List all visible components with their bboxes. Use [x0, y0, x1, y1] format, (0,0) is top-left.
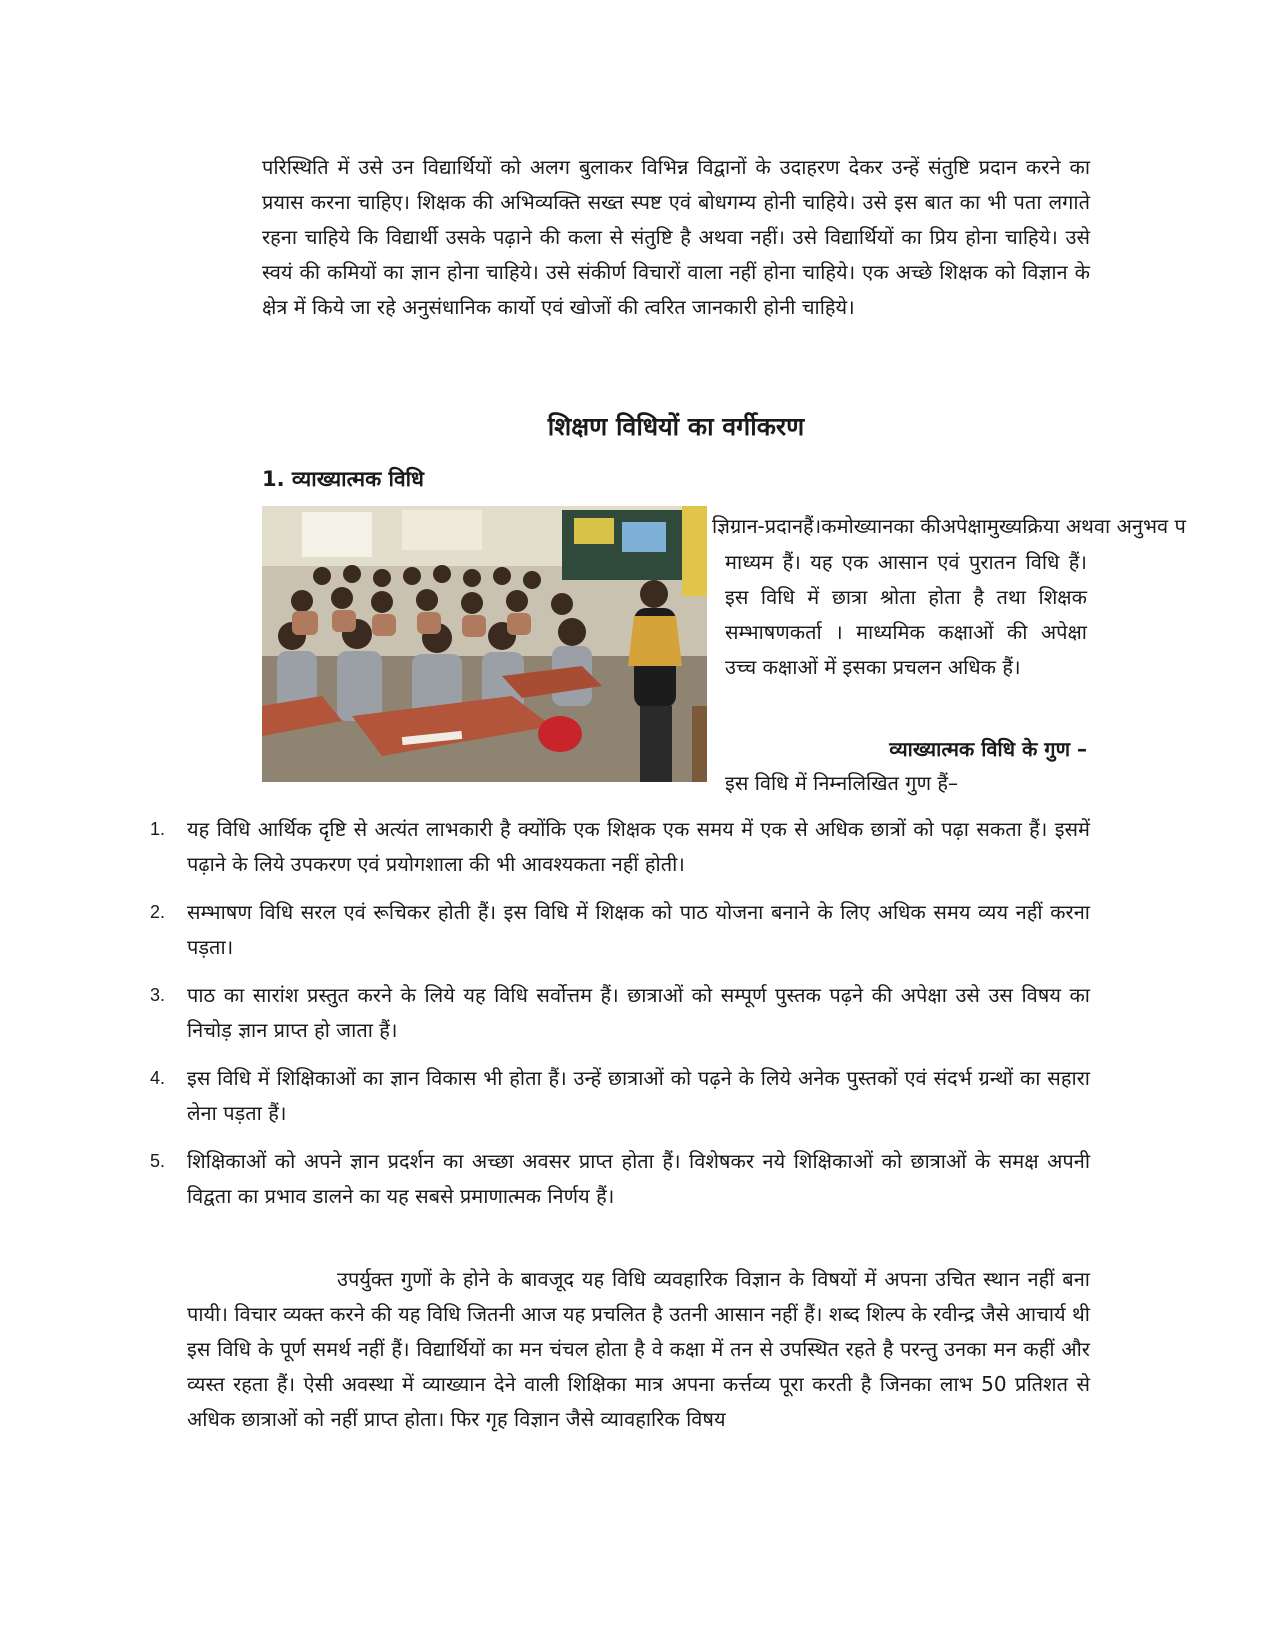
list-text: पाठ का सारांश प्रस्तुत करने के लिये यह विधि सर्वोत्तम हैं। छात्राओं को सम्पूर्ण पुस्तक पढ़ने की अपेक्षा उसे उस विषय का निचोड़ ज्ञान प्राप्त हो जाता हैं। — [187, 983, 1090, 1042]
merits-title: व्याख्यात्मक विधि के गुण – — [889, 737, 1087, 761]
list-number: 2. — [150, 902, 166, 922]
list-number: 3. — [150, 985, 166, 1005]
list-item — [150, 812, 1090, 882]
classroom-photo-icon — [262, 506, 707, 782]
intro-overlap-line: ज्ञिग्रान-प्रदानहैं।कमोख्यानका कीअपेक्षामुख्यक्रिया अथवा अनुभव प — [712, 514, 1186, 538]
list-text: शिक्षिकाओं को अपने ज्ञान प्रदर्शन का अच्छा अवसर प्राप्त होता हैं। विशेषकर नये शिक्षिकाओं को छात्राओं के समक्ष अपनी विद्वता का प्रभाव डालने का यह सबसे प्रमाणात्मक निर्णय हैं। — [187, 1149, 1090, 1208]
list-text: इस विधि में शिक्षिकाओं का ज्ञान विकास भी होता हैं। उन्हें छात्राओं को पढ़ने के लिये अनेक पुस्तकों एवं संदर्भ ग्रन्थों का सहारा लेना पड़ता हैं। — [187, 1066, 1090, 1125]
classroom-photo-svg — [262, 506, 707, 782]
list-number: 1. — [150, 819, 166, 839]
list-item — [150, 895, 1090, 965]
list-item — [150, 978, 1090, 1048]
list-number: 5. — [150, 1151, 166, 1171]
paragraph-teacher-qualities: परिस्थिति में उसे उन विद्यार्थियों को अलग बुलाकर विभिन्न विद्वानों के उदाहरण देकर उन्हें संतुष्टि प्रदान करने का प्रयास करना चाहिए। शिक्षक की अभिव्यक्ति सख्त स्पष्ट एवं बोधगम्य होनी चाहिये। उसे इस बात का भी पता लगाते रहना चाहिये कि विद्यार्थी उसके पढ़ाने की कला से संतुष्टि है अथवा नहीं। उसे विद्यार्थियों का प्रिय होना चाहिये। उसे स्वयं की कमियों का ज्ञान होना चाहिये। उसे संकीर्ण विचारों वाला नहीं होना चाहिये। एक अच्छे शिक्षक को विज्ञान के क्षेत्र में किये जा रहे अनुसंधानिक कार्यो एवं खोजों की त्वरित जानकारी होनी चाहिये। — [262, 155, 1090, 319]
list-number: 4. — [150, 1068, 166, 1088]
intro-paragraph: माध्यम हैं। यह एक आसान एवं पुरातन विधि हैं। इस विधि में छात्रा श्रोता होता है तथा शिक्षक सम्भाषणकर्ता । माध्यमिक कक्षाओं की अपेक्षा उच्च कक्षाओं में इसका प्रचलन अधिक हैं। — [725, 550, 1087, 679]
method-subheading: 1. व्याख्यात्मक विधि — [262, 467, 424, 491]
list-item — [150, 1144, 1090, 1214]
list-text: यह विधि आर्थिक दृष्टि से अत्यंत लाभकारी है क्योंकि एक शिक्षक एक समय में एक से अधिक छात्रों को पढ़ा सकता हैं। इसमें पढ़ाने के लिये उपकरण एवं प्रयोगशाला की भी आवश्यकता नहीं होती। — [187, 817, 1090, 876]
list-text: सम्भाषण विधि सरल एवं रूचिकर होती हैं। इस विधि में शिक्षक को पाठ योजना बनाने के लिए अधिक समय व्यय नहीं करना पड़ता। — [187, 900, 1090, 959]
list-item — [150, 1061, 1090, 1131]
merits-list — [150, 812, 1090, 1227]
merits-subtitle: इस विधि में निम्नलिखित गुण हैं– — [725, 771, 959, 795]
section-heading: शिक्षण विधियों का वर्गीकरण — [547, 412, 805, 441]
closing-paragraph: उपर्युक्त गुणों के होने के बावजूद यह विधि व्यवहारिक विज्ञान के विषयों में अपना उचित स्थान नहीं बना पायी। विचार व्यक्त करने की यह विधि जितनी आज यह प्रचलित है उतनी आसान नहीं हैं। शब्द शिल्प के रवीन्द्र जैसे आचार्य थी इस विधि के पूर्ण समर्थ नहीं हैं। विद्यार्थियों का मन चंचल होता है वे कक्षा में तन से उपस्थित रहते है परन्तु उनका मन कहीं और व्यस्त रहता हैं। ऐसी अवस्था में व्याख्यान देने वाली शिक्षिका मात्र अपना कर्त्तव्य पूरा करती है जिनका लाभ 50 प्रतिशत से अधिक छात्राओं को नहीं प्राप्त होता। फिर गृह विज्ञान जैसे व्यावहारिक विषय — [187, 1267, 1090, 1431]
